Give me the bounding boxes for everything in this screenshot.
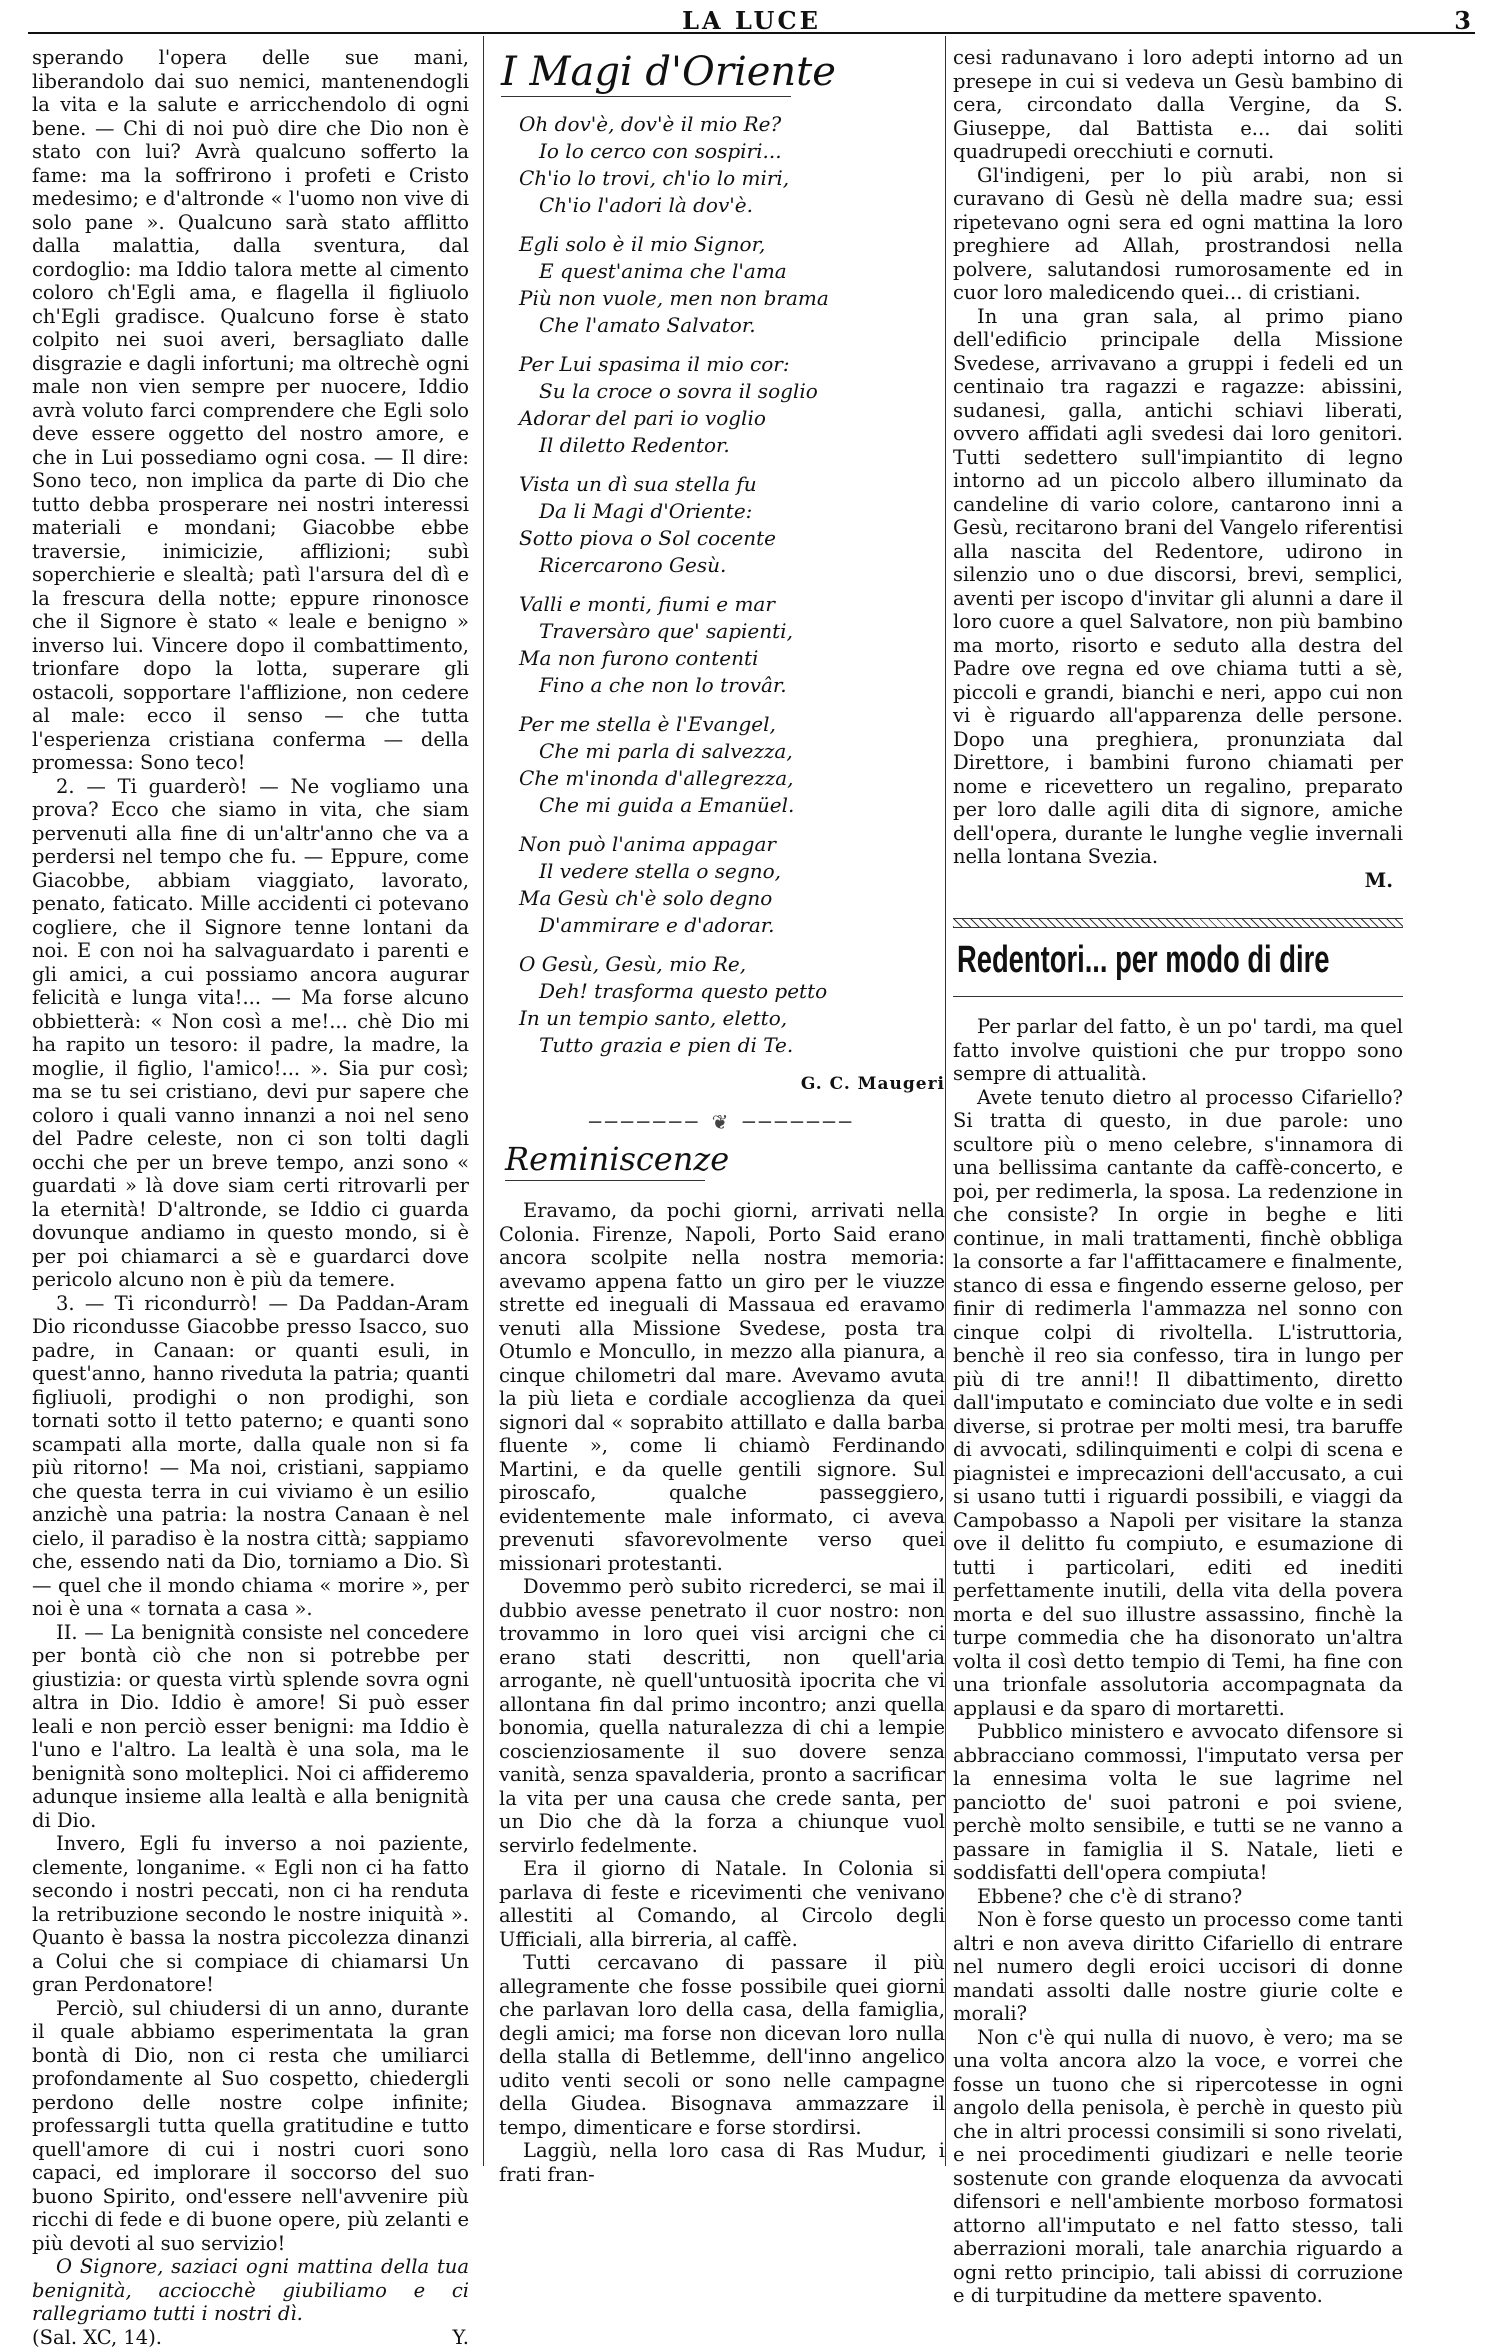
poem-stanza: [519, 111, 945, 219]
article-headline: Redentori... per modo di dire: [957, 938, 1278, 982]
poem-line: Più non vuole, men non brama: [519, 285, 945, 312]
poem-line: Ch'io lo trovi, ch'io lo miri,: [519, 165, 945, 192]
paragraph: Gl'indigeni, per lo più arabi, non si curavano di Gesù nè della madre sua; essi ripetevano ogni sera ed ogni mattina la loro preghiere ad Allah, prostrandosi nella polvere, salutandosi rumorosamente ed in cuor loro maledicendo quei... di cristiani.: [953, 164, 1403, 305]
paragraph: Avete tenuto dietro al processo Cifariello? Si tratta di questo, in due parole: uno scultore più o meno celebre, s'innamora di una bellissima cantante da caffè-concerto, e poi, per redimerla, la sposa. La redenzione in che consiste? In orgie in beghe e liti continue, in mali trattamenti, finchè obbliga la consorte a far l'affittacamere e finalmente, stanco di essa e fingendo esserne geloso, per finir di redimerla l'ammazza nel sonno con cinque colpi di rivoltella. L'istruttoria, benchè il reo sia confesso, tira in lungo per più di tre anni!! Il dibattimento, diretto dall'imputato e cominciato due volte e in sedi diverse, si protrae per molti mesi, tra baruffe di avvocati, sdilinquimenti e colpi di scena e piagnistei e imprecazioni dell'accusato, a cui si usano tutti i riguardi possibili, e viaggi da Campobasso a Napoli per visitare la stanza ove il delitto fu compiuto, e esumazione di tutti i particolari, editi ed inediti perfettamente inutili, della vita della povera morta e del suo illustre assassino, finchè la turpe commedia che ha disonorato un'altra volta il così detto tempio di Temi, ha fine con una trionfale assolutoria accompagnata da applausi e da sparo di mortaretti.: [953, 1086, 1403, 1721]
poem-line: E quest'anima che l'ama: [519, 258, 945, 285]
poem-line: Che m'inonda d'allegrezza,: [519, 765, 945, 792]
author-signature: Y.: [452, 2326, 469, 2349]
poem-stanza: [519, 351, 945, 459]
poem-line: Che l'amato Salvator.: [519, 312, 945, 339]
paragraph: cesi radunavano i loro adepti intorno ad un presepe in cui si vedeva un Gesù bambino di cera, circondato dalla Vergine, da S. Giuseppe, dal Battista e... dai soliti quadrupedi orecchiuti e cornuti.: [953, 46, 1403, 164]
column-3: [953, 46, 1403, 2308]
closing-signature-row: [32, 2326, 469, 2349]
paragraph: Perciò, sul chiudersi di un anno, durante il quale abbiamo esperimentata la gran bontà di Dio, non ci resta che umiliarci profondamente al Suo cospetto, chiedergli perdono delle nostre colpe infinite; professargli tutta quella gratitudine e tutto quell'amore di cui i nostri cuori sono capaci, ed implorare il soccorso del suo buono Spirito, ond'essere nell'avvenire più ricchi di fede e di buone opere, più zelanti e più devoti al suo servizio!: [32, 1997, 469, 2256]
section-title: Reminiscenze: [505, 1140, 945, 1181]
poem-stanza: [519, 231, 945, 339]
ornament-divider-icon: ─────── ❦ ───────: [499, 1111, 945, 1135]
poem-title: I Magi d'Oriente: [499, 50, 945, 97]
paragraph: Invero, Egli fu inverso a noi paziente, clemente, longanime. « Egli non ci ha fatto secondo i nostri peccati, non ci ha renduta la retribuzione secondo le nostre iniquità ». Quanto è bassa la nostra piccolezza dinanzi a Colui che si compiace di chiamarsi Un gran Perdonatore!: [32, 1832, 469, 1997]
poem-line: Egli solo è il mio Signor,: [519, 231, 945, 258]
poem-line: Tutto grazia e pien di Te.: [519, 1032, 945, 1059]
poem-stanza: [519, 711, 945, 819]
poem-stanza: [519, 831, 945, 939]
poem-line: Traversàro que' sapienti,: [519, 618, 945, 645]
column-2: [499, 46, 945, 2186]
poem-line: Che mi parla di salvezza,: [519, 738, 945, 765]
paragraph: Dovemmo però subito ricrederci, se mai il dubbio avesse penetrato il cuor nostro: non trovammo in loro quei visi arcigni che ci erano stati descritti, non quell'aria arrogante, nè quell'untuosità ipocrita che vi allontana fin dal primo incontro; anzi quella bonomia, quella naturalezza di chi a lempie coscienziosamente il suo dovere senza vanità, senza spavalderia, pronto a sacrificar la vita per una causa che crede santa, per un Dio che dà la forza a chiunque vuol servirlo fedelmente.: [499, 1575, 945, 1857]
poem-line: Sotto piova o Sol cocente: [519, 525, 945, 552]
paragraph: Ebbene? che c'è di strano?: [953, 1885, 1403, 1909]
poem-line: Ma Gesù ch'è solo degno: [519, 885, 945, 912]
poem-line: Da li Magi d'Oriente:: [519, 498, 945, 525]
column-rule-right: [945, 36, 946, 2166]
poem-line: O Gesù, Gesù, mio Re,: [519, 951, 945, 978]
poem-line: Che mi guida a Emanüel.: [519, 792, 945, 819]
poem-line: Vista un dì sua stella fu: [519, 471, 945, 498]
poem-line: Il vedere stella o segno,: [519, 858, 945, 885]
poem-line: Deh! trasforma questo petto: [519, 978, 945, 1005]
zigzag-divider: [953, 918, 1403, 928]
poem-stanza: [519, 471, 945, 579]
poem-line: Il diletto Redentor.: [519, 432, 945, 459]
paragraph: Pubblico ministero e avvocato difensore si abbracciano commossi, l'imputato versa per la ennesima volta le sue lagrime nel panciotto de' suoi patroni e poi sviene, perchè molto sensibile, e tutti se ne vanno a passare in famiglia il S. Natale, lieti e soddisfatti dell'opera compiuta!: [953, 1720, 1403, 1885]
poem-line: Su la croce o sovra il soglio: [519, 378, 945, 405]
column-rule-left: [483, 36, 484, 2166]
poem-author: G. C. Maugeri: [499, 1073, 945, 1097]
poem-line: Fino a che non lo trovâr.: [519, 672, 945, 699]
poem-line: In un tempio santo, eletto,: [519, 1005, 945, 1032]
poem-line: D'ammirare e d'adorar.: [519, 912, 945, 939]
paragraph: Non c'è qui nulla di nuovo, è vero; ma se una volta ancora alzo la voce, e vorrei che fosse un tuono che si ripercotesse in ogni angolo della penisola, è perchè in questo più che in altri processi consimili si sono rivelati, e nei procedimenti giudizari e nelle teorie sostenute con grande eloquenza da avvocati difensori e nell'ambiente morboso formatosi attorno all'imputato e nel fatto stesso, tali aberrazioni morali, tale anarchia riguardo a ogni retto principio, tali abissi di corruzione e di turpitudine da mettere spavento.: [953, 2026, 1403, 2308]
poem-line: Non può l'anima appagar: [519, 831, 945, 858]
paragraph: Era il giorno di Natale. In Colonia si parlava di feste e ricevimenti che venivano allestiti al Comando, al Circolo degli Ufficiali, alla birreria, al caffè.: [499, 1857, 945, 1951]
poem-line: Io lo cerco con sospiri...: [519, 138, 945, 165]
poem-line: Oh dov'è, dov'è il mio Re?: [519, 111, 945, 138]
newspaper-title: LA LUCE: [28, 6, 1475, 35]
paragraph: Tutti cercavano di passare il più allegramente che fosse possibile quei giorni che parlavan loro della casa, della famiglia, degli amici; ma forse non dicevan loro nulla della stalla di Betlemme, dell'inno angelico udito venti secoli or sono nelle campagne della Giudea. Bisognava ammazzare il tempo, dimenticare e forse stordirsi.: [499, 1951, 945, 2139]
paragraph: Non è forse questo un processo come tanti altri e non aveva diritto Cifariello di entrare nel numero degli eroici uccisori di donne mandati assolti dalle nostre giurie colte e morali?: [953, 1908, 1403, 2026]
paragraph: 2. — Ti guarderò! — Ne vogliamo una prova? Ecco che siamo in vita, che siam pervenuti alla fine di un'altr'anno che va a perdersi nel tempo che fu. — Eppure, come Giacobbe, abbiam viaggiato, lavorato, penato, faticato. Mille accidenti ci potevano cogliere, che il Signore tenne lontani da noi. E con noi ha salvaguardato i parenti e gli amici, a cui possiamo ancora augurar felicità e lunga vita!... — Ma forse alcuno obbietterà: « Non così a me!... chè Dio mi ha rapito un tesoro: il padre, la madre, la moglie, il figlio, l'amico!... ». Sia pur così; ma se tu sei cristiano, devi pur sapere che coloro i quali vanno innanzi a noi nel seno del Padre celeste, non ci son tolti dagli occhi che per un breve tempo, anzi sono « guardati » là dove siam certi ritrovarli per la eternità! D'altronde, se Iddio ci guarda dovunque andiamo in questo mondo, si è per poi chiamarci a sè e guardarci dove pericolo alcuno non è più da temere.: [32, 775, 469, 1292]
poem-line: Ricercarono Gesù.: [519, 552, 945, 579]
page-number: 3: [1454, 6, 1471, 35]
headline-rule: [953, 996, 1403, 997]
closing-quote: O Signore, saziaci ogni mattina della tua benignità, acciocchè giubiliamo e ci rallegriamo tutti i nostri dì.: [32, 2255, 469, 2326]
paragraph: Eravamo, da pochi giorni, arrivati nella Colonia. Firenze, Napoli, Porto Said erano ancora scolpite nella nostra memoria: avevamo appena fatto un giro per le viuzze strette ed ineguali di Massaua ed eravamo venuti alla Missione Svedese, posta tra Otumlo e Moncullo, in mezzo alla pianura, a cinque chilometri dal mare. Avevamo avuta la più lieta e cordiale accoglienza da quei signori dal « soprabito attillato e dalla barba fluente », come li chiamò Ferdinando Martini, e da quelle gentili signore. Sul piroscafo, qualche passeggiero, evidentemente male informato, ci aveva prevenuti sfavorevolmente verso quei missionari protestanti.: [499, 1199, 945, 1575]
paragraph: Laggiù, nella loro casa di Ras Mudur, i frati fran-: [499, 2139, 945, 2186]
poem-line: Adorar del pari io voglio: [519, 405, 945, 432]
paragraph: sperando l'opera delle sue mani, liberandolo dai suo nemici, mantenendogli la vita e la salute e arricchendolo di ogni bene. — Chi di noi può dire che Dio non è stato con lui? Avrà qualcuno sofferto la fame: ma la soffrirono i profeti e Cristo medesimo; e d'altronde « l'uomo non vive di solo pane ». Qualcuno sarà stato afflitto dalla malattia, dalla sventura, dal cordoglio: ma Iddio talora mette al cimento coloro ch'Egli ama, e flagella il figliuolo ch'Egli gradisce. Qualcuno forse è stato colpito nei suoi averi, bersagliato dalle disgrazie e dagli infortuni; ma oltrechè ogni male non vien sempre per nuocere, Iddio avrà voluto farci comprendere che Egli solo deve essere oggetto del nostro amore, e che in Lui possediamo ogni cosa. — Il dire: Sono teco, non implica da parte di Dio che tutto debba prosperare nei nostri interessi materiali e mondani; Giacobbe ebbe traversie, inimicizie, afflizioni; subì soperchierie e slealtà; patì l'arsura del dì e la frescura della notte; eppure rinonosce che il Signore è stato « leale e benigno » inverso lui. Vincere dopo il combattimento, trionfare dopo la lotta, superare gli ostacoli, sopportare l'afflizione, non cedere al male: ecco il senso — che tutta l'esperienza cristiana conferma — della promessa: Sono teco!: [32, 46, 469, 775]
article-signature: M.: [953, 869, 1403, 893]
paragraph: Per parlar del fatto, è un po' tardi, ma quel fatto involve quistioni che pur troppo sono sempre di attualità.: [953, 1015, 1403, 1086]
poem-line: Ma non furono contenti: [519, 645, 945, 672]
poem-line: Per Lui spasima il mio cor:: [519, 351, 945, 378]
poem-stanza: [519, 591, 945, 699]
poem-stanza: [519, 951, 945, 1059]
paragraph: 3. — Ti ricondurrò! — Da Paddan-Aram Dio ricondusse Giacobbe presso Isacco, suo padre, in Canaan: or quanti esuli, in quest'anno, hanno riveduta la patria; quanti figliuoli, prodighi o non prodighi, son tornati sotto il tetto paterno; e quanti sono scampati alla morte, dalla quale non si fa più ritorno! — Ma noi, cristiani, sappiamo che questa terra in cui viviamo è un esilio anzichè una patria: la nostra Canaan è nel cielo, il paradiso è la nostra città; sappiamo che, essendo nati da Dio, torniamo a Dio. Sì — quel che il mondo chiama « morire », per noi è una « tornata a casa ».: [32, 1292, 469, 1621]
poem-line: Ch'io l'adori là dov'è.: [519, 192, 945, 219]
citation: (Sal. XC, 14).: [32, 2326, 162, 2349]
masthead: [28, 6, 1475, 34]
column-1: [32, 46, 469, 2349]
paragraph: II. — La benignità consiste nel concedere per bontà ciò che non si potrebbe per giustizia: or questa virtù splende sovra ogni altra in Dio. Iddio è amore! Si può esser leali e non perciò esser benigni: ma Iddio è l'uno e l'altro. La lealtà è una sola, ma le benignità sono molteplici. Noi ci affideremo adunque insieme alla lealtà e alla benignità di Dio.: [32, 1621, 469, 1833]
poem-line: Per me stella è l'Evangel,: [519, 711, 945, 738]
paragraph: In una gran sala, al primo piano dell'edificio principale della Missione Svedese, arrivavano a gruppi i fedeli ed un centinaio tra ragazzi e ragazze: abissini, sudanesi, galla, antichi schiavi liberati, ovvero affidati agli svedesi dai loro genitori. Tutti sedettero sull'impiantito di legno intorno ad un piccolo albero illuminato da candeline di vario colore, cantarono inni a Gesù, recitarono brani del Vangelo riferentisi alla nascita del Redentore, udirono in silenzio uno o due discorsi, brevi, semplici, aventi per iscopo d'invitar gli alunni a dare il loro cuore a quel Salvatore, non più bambino ma morto, risorto e seduto alla destra del Padre ove regna ed ove chiama tutti a sè, piccoli e grandi, bianchi e neri, appo cui non vi è riguardo all'apparenza delle persone. Dopo una preghiera, pronunziata dal Direttore, i bambini furono chiamati per nome e ricevettero un regalino, preparato per loro dalle agili dita di signore, amiche dell'opera, durante le lunghe veglie invernali nella lontana Svezia.: [953, 305, 1403, 869]
poem-line: Valli e monti, fiumi e mar: [519, 591, 945, 618]
